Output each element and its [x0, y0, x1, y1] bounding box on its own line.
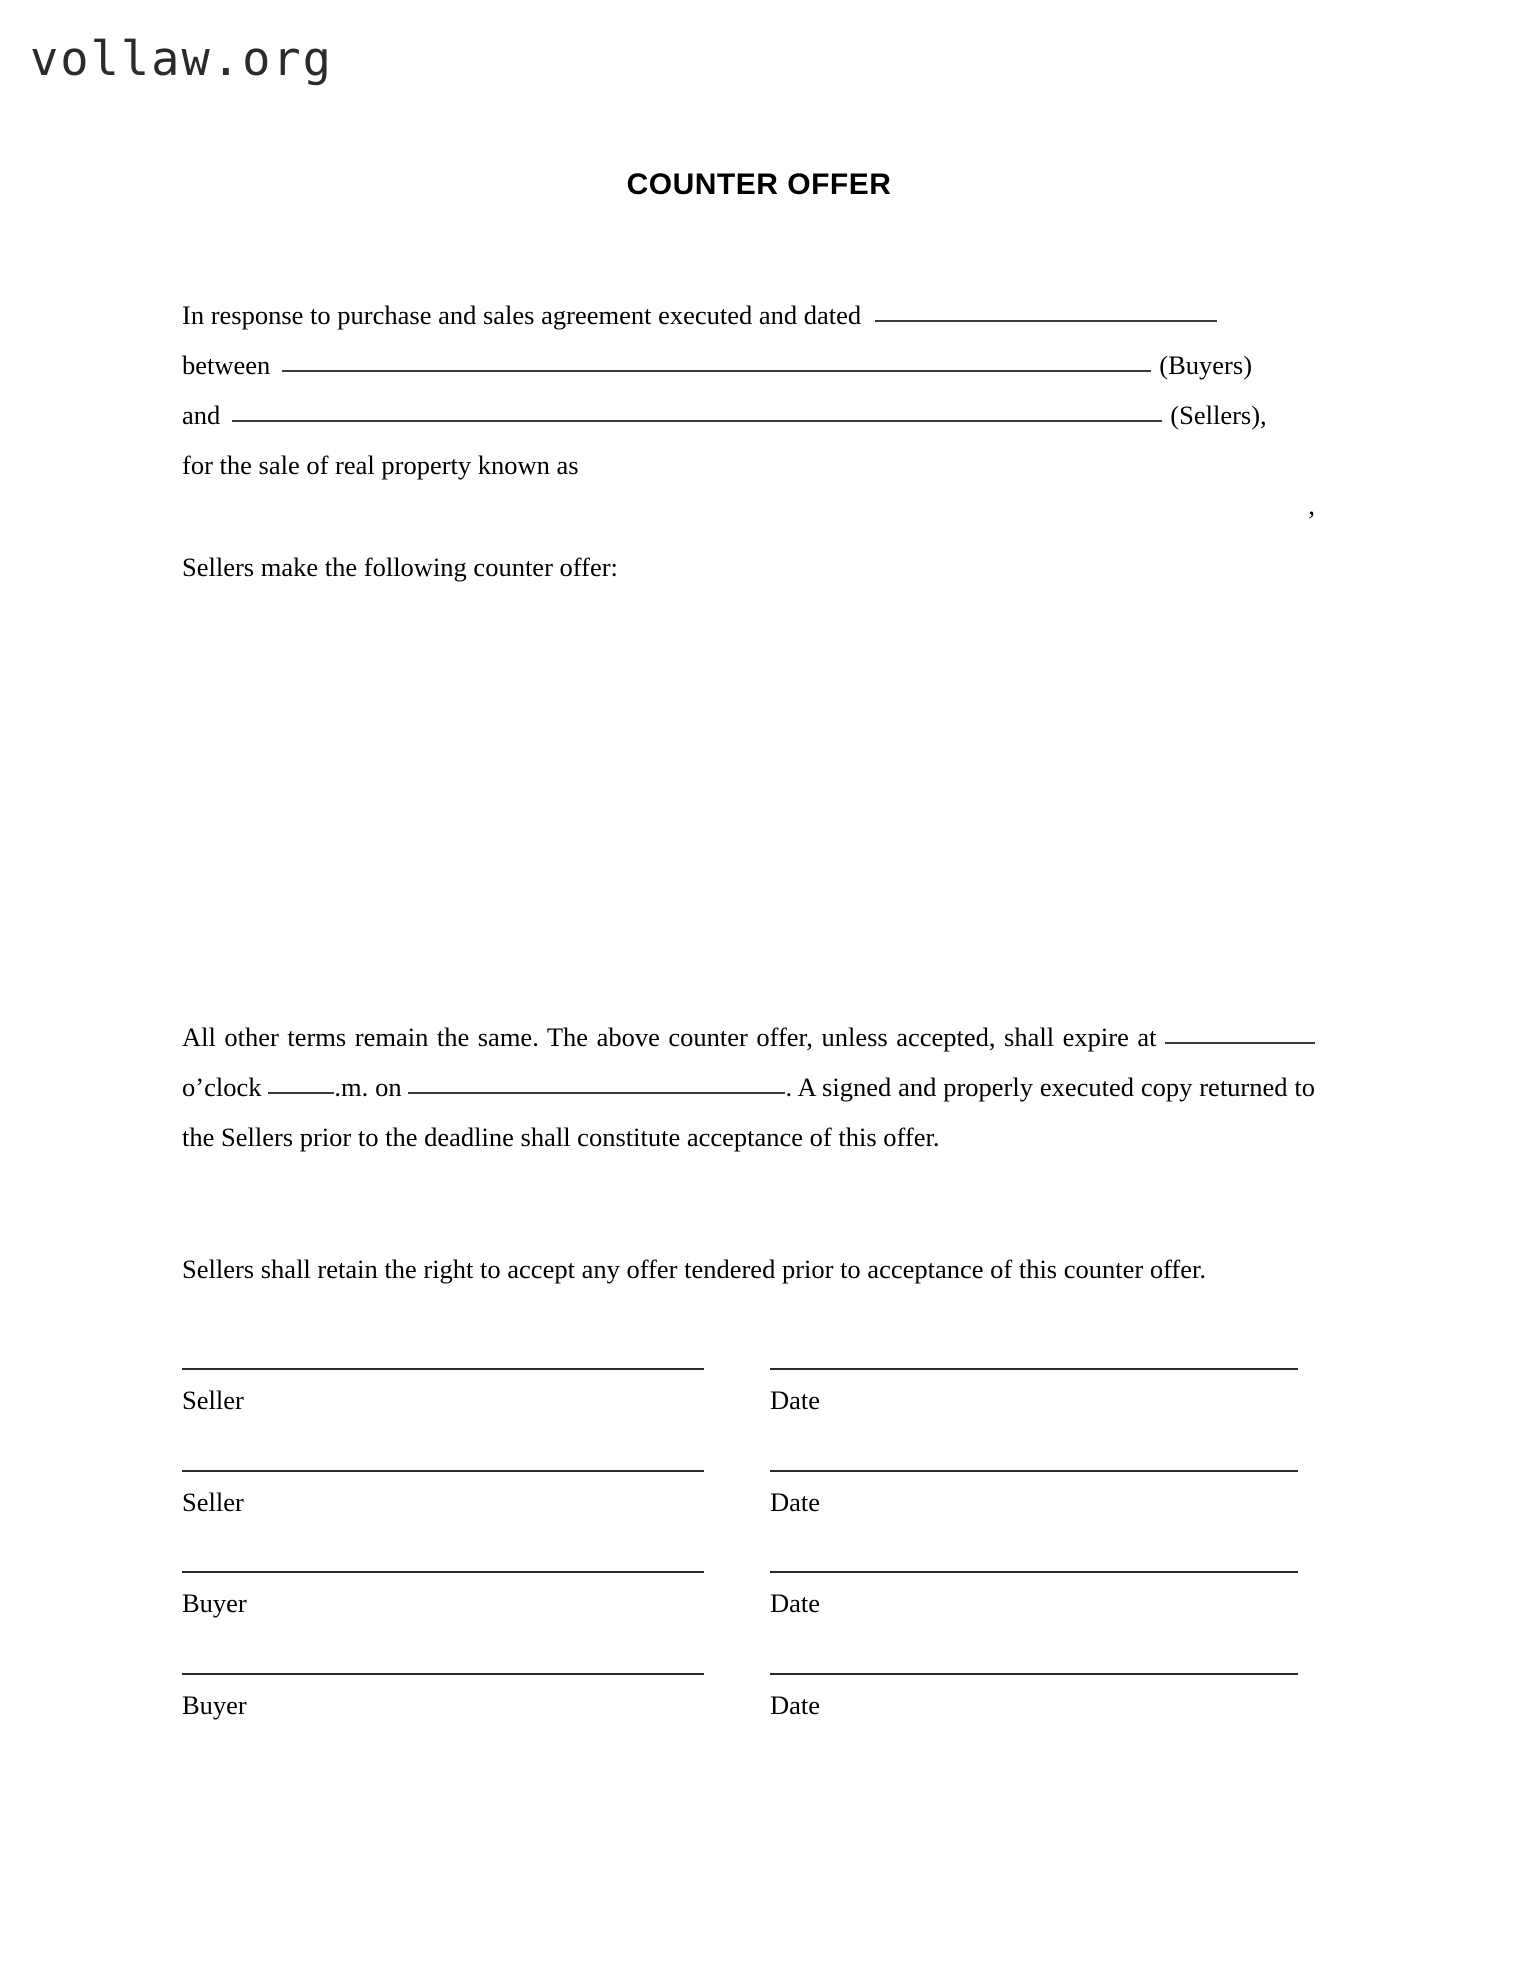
- seller-label-2: Seller: [182, 1486, 244, 1517]
- seller-signature-cell-1: [182, 1368, 704, 1414]
- buyer-label-1: Buyer: [182, 1588, 247, 1618]
- and-line: [182, 390, 1315, 440]
- expiration-terms-paragraph: [182, 1012, 1315, 1162]
- retain-right-paragraph: [182, 1244, 1315, 1294]
- buyer-date-cell-2: [770, 1673, 1298, 1719]
- buyers-label: (Buyers): [1159, 350, 1253, 380]
- signature-block: [182, 1368, 1315, 1774]
- property-address-field[interactable]: [182, 490, 1315, 542]
- signature-row: [182, 1368, 1315, 1414]
- intro-label: In response to purchase and sales agreement executed and dated: [182, 300, 862, 330]
- signature-row: [182, 1470, 1315, 1516]
- seller-label-1: Seller: [182, 1385, 244, 1415]
- buyer-signature-cell-2: [182, 1673, 704, 1719]
- site-watermark: vollaw.org: [30, 32, 333, 87]
- terms-part1: All other terms remain the same. The above counter offer, unless accepted, shall expire at: [182, 1022, 1157, 1052]
- property-trailing-comma: ,: [1308, 490, 1315, 520]
- expiration-ampm-blank[interactable]: [268, 1072, 334, 1094]
- property-known-as-line: [182, 440, 1315, 490]
- date-blank-field[interactable]: [875, 299, 1217, 322]
- page-title: COUNTER OFFER: [626, 168, 892, 201]
- seller-date-cell-2: [770, 1470, 1298, 1516]
- retain-right-text: Sellers shall retain the right to accept any offer tendered prior to acceptance of this counter offer.: [182, 1254, 1207, 1284]
- date-label-4: Date: [770, 1689, 821, 1720]
- and-label: and: [182, 400, 221, 430]
- counter-offer-prompt: Sellers make the following counter offer:: [182, 552, 618, 582]
- paragraph-gap: [182, 1162, 1315, 1244]
- buyer-signature-cell-1: [182, 1571, 704, 1617]
- between-label: between: [182, 350, 271, 380]
- property-label: for the sale of real property known as: [182, 450, 579, 480]
- signature-row: [182, 1571, 1315, 1617]
- buyers-blank-field[interactable]: [282, 349, 1151, 372]
- sellers-blank-field[interactable]: [232, 399, 1162, 422]
- date-label-3: Date: [770, 1588, 821, 1618]
- buyer-label-2: Buyer: [182, 1689, 247, 1720]
- expiration-hour-blank[interactable]: [1165, 1022, 1315, 1044]
- form-body: [182, 290, 1315, 1294]
- buyer-date-cell-1: [770, 1571, 1298, 1617]
- ampm-on-label: .m. on: [334, 1072, 402, 1102]
- oclock-label: o’clock: [182, 1072, 262, 1102]
- sellers-label: (Sellers),: [1170, 400, 1267, 430]
- between-line: [182, 340, 1315, 390]
- intro-line: [182, 290, 1315, 340]
- terms-part2: A signed and properly executed copy returned to the Sellers prior to the deadline shall constitute acceptance of this offer.: [182, 1072, 1315, 1152]
- signature-row: [182, 1673, 1315, 1719]
- expiration-date-blank[interactable]: [408, 1072, 785, 1094]
- counter-offer-prompt-line: [182, 542, 1315, 592]
- seller-date-cell-1: [770, 1368, 1298, 1414]
- date-label-1: Date: [770, 1385, 821, 1415]
- counter-offer-write-in-area[interactable]: [182, 592, 1315, 1012]
- seller-signature-cell-2: [182, 1470, 704, 1516]
- date-label-2: Date: [770, 1486, 821, 1517]
- terms-period: .: [785, 1072, 793, 1102]
